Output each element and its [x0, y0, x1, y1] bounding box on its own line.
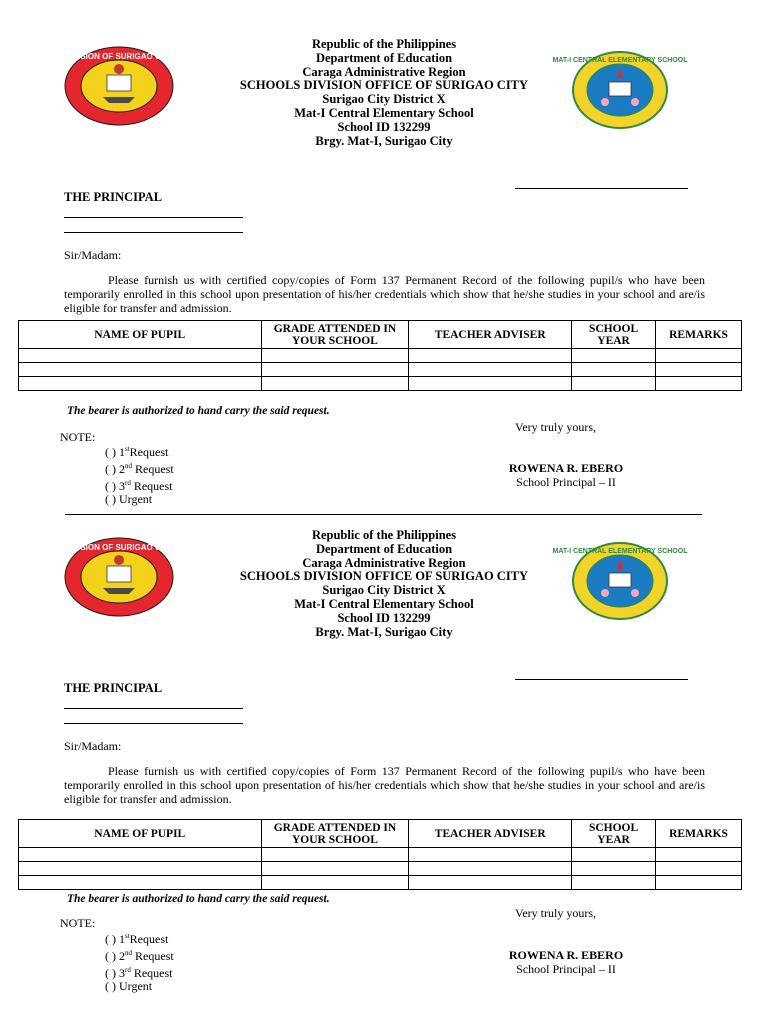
col-grade-attended: GRADE ATTENDED IN YOUR SCHOOL — [261, 321, 409, 349]
table-cell[interactable] — [656, 848, 742, 862]
closing: Very truly yours, — [515, 420, 596, 434]
col-teacher-adviser: TEACHER ADVISER — [409, 321, 572, 349]
note-second-request[interactable] — [105, 947, 174, 964]
note-sup: st — [125, 932, 130, 940]
header-line: Brgy. Mat-I, Surigao City — [315, 624, 453, 639]
note-first-request[interactable] — [105, 930, 174, 947]
pupil-records-table — [18, 320, 742, 391]
note-text: ( ) 1 — [105, 932, 125, 946]
table-cell[interactable] — [572, 363, 656, 377]
col-school-year: SCHOOL YEAR — [572, 321, 656, 349]
school-seal-icon — [552, 50, 688, 130]
principal-title: THE PRINCIPAL — [64, 190, 163, 204]
table-row — [19, 848, 742, 862]
principal-title: THE PRINCIPAL — [64, 681, 163, 695]
table-cell[interactable] — [261, 848, 409, 862]
principal-school-line[interactable] — [64, 723, 243, 724]
signer-title: School Principal – II — [516, 475, 616, 489]
table-cell[interactable] — [409, 363, 572, 377]
table-cell[interactable] — [656, 349, 742, 363]
header-line: Caraga Administrative Region — [302, 64, 466, 79]
note-text: Request — [132, 948, 174, 963]
note-text: Request — [130, 965, 173, 980]
header-line: School ID 132299 — [337, 610, 431, 625]
note-urgent[interactable]: ( ) Urgent — [105, 979, 153, 994]
principal-name-line[interactable] — [64, 217, 243, 218]
table-cell[interactable] — [656, 377, 742, 391]
table-cell[interactable] — [572, 848, 656, 862]
note-sup: nd — [125, 948, 132, 957]
header-line: Department of Education — [315, 541, 453, 556]
note-sup: st — [125, 445, 130, 453]
salutation: Sir/Madam: — [64, 739, 122, 753]
header-line: SCHOOLS DIVISION OFFICE OF SURIGAO CITY — [239, 78, 529, 93]
header-line: Republic of the Philippines — [311, 528, 457, 542]
request-body: Please furnish us with certified copy/copies of Form 137 Permanent Record of the following pupil/s who have been temporarily enrolled in this school upon presentation of his/her credentials which show that he/she studies in your school and are/is eligible for transfer and admission. — [64, 764, 705, 806]
col-remarks: REMARKS — [656, 820, 742, 848]
note-text: Request — [132, 461, 174, 476]
note-sup: rd — [125, 478, 131, 487]
request-form-2 — [0, 491, 768, 994]
table-cell[interactable] — [261, 363, 409, 377]
header-line: Republic of the Philippines — [311, 37, 457, 51]
note-text: Request — [129, 445, 169, 459]
date-line[interactable] — [515, 183, 688, 189]
note-text: ( ) 3 — [105, 478, 125, 493]
table-cell[interactable] — [572, 876, 656, 890]
header-line: Mat-I Central Elementary School — [294, 105, 474, 120]
col-name-of-pupil: NAME OF PUPIL — [19, 321, 262, 349]
header-line: Mat-I Central Elementary School — [294, 596, 474, 611]
table-cell[interactable] — [261, 377, 409, 391]
signer-name: ROWENA R. EBERO — [508, 461, 624, 475]
request-form-1 — [0, 0, 768, 507]
table-cell[interactable] — [409, 862, 572, 876]
col-remarks: REMARKS — [656, 321, 742, 349]
date-line[interactable] — [515, 674, 688, 680]
note-text: Request — [130, 478, 173, 493]
header-line: Surigao City District X — [322, 583, 446, 598]
svg-text:MAT-I CENTRAL ELEMENTARY SCHOO: MAT-I CENTRAL ELEMENTARY SCHOOL — [552, 548, 688, 555]
header-line: Department of Education — [315, 50, 453, 65]
table-row — [19, 349, 742, 363]
table-cell[interactable] — [656, 876, 742, 890]
header-line: Caraga Administrative Region — [302, 555, 466, 570]
table-cell[interactable] — [656, 862, 742, 876]
principal-school-line[interactable] — [64, 232, 243, 233]
note-third-request[interactable] — [105, 964, 174, 981]
note-text: ( ) 3 — [105, 965, 125, 980]
principal-name-line[interactable] — [64, 708, 243, 709]
note-text: ( ) 1 — [105, 445, 125, 459]
header-line: Brgy. Mat-I, Surigao City — [315, 133, 453, 148]
table-cell[interactable] — [409, 349, 572, 363]
svg-text:DIVISION OF SURIGAO CITY: DIVISION OF SURIGAO CITY — [64, 52, 174, 61]
note-text: ( ) 2 — [105, 948, 125, 963]
table-row — [19, 377, 742, 391]
table-cell[interactable] — [19, 876, 262, 890]
header-line: School ID 132299 — [337, 119, 431, 134]
note-urgent[interactable]: ( ) Urgent — [105, 492, 153, 507]
table-cell[interactable] — [19, 862, 262, 876]
school-seal-icon — [552, 541, 688, 621]
signer-name: ROWENA R. EBERO — [508, 948, 624, 962]
signer-title: School Principal – II — [516, 962, 616, 976]
request-body: Please furnish us with certified copy/copies of Form 137 Permanent Record of the following pupil/s who have been temporarily enrolled in this school upon presentation of his/her credentials which show that he/she studies in your school and are/is eligible for transfer and admission. — [64, 273, 705, 315]
table-cell[interactable] — [656, 363, 742, 377]
svg-text:MAT-I CENTRAL ELEMENTARY SCHOO: MAT-I CENTRAL ELEMENTARY SCHOOL — [552, 57, 688, 64]
note-list — [105, 930, 174, 994]
table-cell[interactable] — [572, 377, 656, 391]
table-cell[interactable] — [572, 349, 656, 363]
col-teacher-adviser: TEACHER ADVISER — [409, 820, 572, 848]
table-row — [19, 363, 742, 377]
note-sup: nd — [125, 461, 132, 470]
svg-text:DIVISION OF SURIGAO CITY: DIVISION OF SURIGAO CITY — [64, 543, 174, 552]
table-cell[interactable] — [261, 876, 409, 890]
table-cell[interactable] — [19, 848, 262, 862]
table-cell[interactable] — [261, 349, 409, 363]
header-line: Surigao City District X — [322, 92, 446, 107]
table-cell[interactable] — [19, 363, 262, 377]
table-cell[interactable] — [261, 862, 409, 876]
table-row — [19, 862, 742, 876]
header-line: SCHOOLS DIVISION OFFICE OF SURIGAO CITY — [239, 569, 529, 584]
note-sup: rd — [125, 965, 131, 974]
table-cell[interactable] — [19, 349, 262, 363]
pupil-records-table — [18, 819, 742, 890]
table-cell[interactable] — [409, 876, 572, 890]
bearer-note: The bearer is authorized to hand carry the said request. — [67, 405, 330, 417]
table-cell[interactable] — [409, 377, 572, 391]
table-cell[interactable] — [409, 848, 572, 862]
table-cell[interactable] — [19, 377, 262, 391]
note-second-request[interactable] — [105, 460, 174, 477]
table-row — [19, 876, 742, 890]
closing: Very truly yours, — [515, 906, 596, 920]
salutation: Sir/Madam: — [64, 248, 122, 262]
col-grade-attended: GRADE ATTENDED IN YOUR SCHOOL — [261, 820, 409, 848]
note-label: NOTE: — [60, 430, 96, 444]
note-text: ( ) 2 — [105, 461, 125, 476]
bearer-note: The bearer is authorized to hand carry the said request. — [67, 893, 330, 905]
note-label: NOTE: — [60, 916, 96, 930]
note-text: Request — [129, 932, 169, 946]
col-school-year: SCHOOL YEAR — [572, 820, 656, 848]
table-cell[interactable] — [572, 862, 656, 876]
note-first-request[interactable] — [105, 443, 174, 460]
col-name-of-pupil: NAME OF PUPIL — [19, 820, 262, 848]
